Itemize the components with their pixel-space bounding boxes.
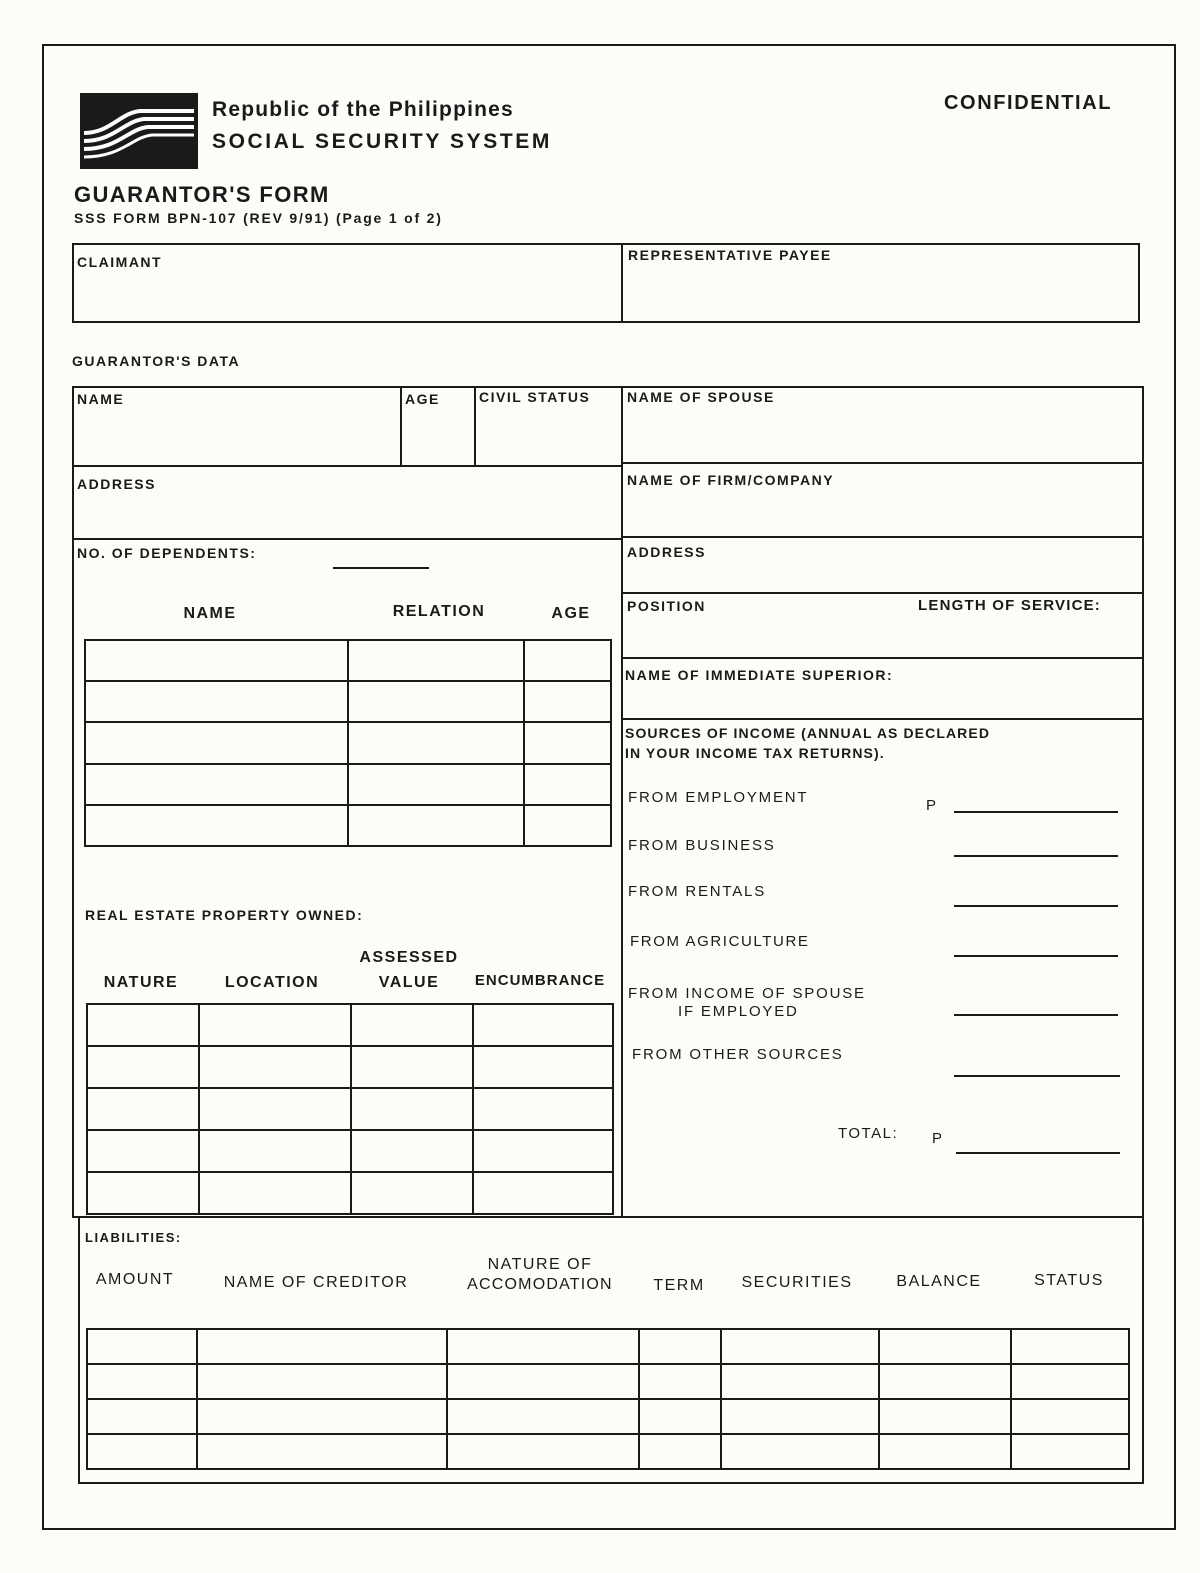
- liability-nature-cell[interactable]: [447, 1434, 639, 1469]
- income-other-label: FROM OTHER SOURCES: [632, 1046, 844, 1063]
- dependent-age-cell[interactable]: [524, 805, 611, 846]
- liability-term-cell[interactable]: [639, 1329, 721, 1364]
- dependent-age-cell[interactable]: [524, 764, 611, 805]
- property-nature-cell[interactable]: [87, 1004, 199, 1046]
- income-title-line1: SOURCES OF INCOME (ANNUAL AS DECLARED: [625, 725, 991, 741]
- guarantor-section-title: GUARANTOR'S DATA: [72, 353, 241, 369]
- republic-heading: Republic of the Philippines: [212, 98, 514, 121]
- property-encumbrance-cell[interactable]: [473, 1046, 613, 1088]
- dependent-relation-cell[interactable]: [348, 764, 524, 805]
- property-encumbrance-cell[interactable]: [473, 1130, 613, 1172]
- dependent-name-cell[interactable]: [85, 764, 348, 805]
- property-value-cell[interactable]: [351, 1046, 473, 1088]
- property-encumbrance-cell[interactable]: [473, 1172, 613, 1214]
- liability-balance-cell[interactable]: [879, 1434, 1011, 1469]
- form-title: GUARANTOR'S FORM: [74, 182, 330, 207]
- property-nature-cell[interactable]: [87, 1046, 199, 1088]
- income-business-label: FROM BUSINESS: [628, 837, 776, 854]
- liability-securities-cell[interactable]: [721, 1329, 879, 1364]
- table-row: [85, 722, 611, 763]
- liabilities-col-securities: SECURITIES: [741, 1274, 853, 1291]
- dependent-name-cell[interactable]: [85, 681, 348, 722]
- table-row: [87, 1329, 1129, 1364]
- liability-balance-cell[interactable]: [879, 1364, 1011, 1399]
- liabilities-col-accomodation: ACCOMODATION: [467, 1276, 613, 1293]
- payee-field[interactable]: [626, 268, 1136, 320]
- firm-address-field[interactable]: [625, 563, 1140, 590]
- spouse-row-bottom: [621, 462, 1144, 464]
- liabilities-title: LIABILITIES:: [85, 1230, 182, 1245]
- claimant-divider: [621, 243, 623, 323]
- property-encumbrance-cell[interactable]: [473, 1088, 613, 1130]
- liability-creditor-cell[interactable]: [197, 1329, 447, 1364]
- income-spouse-sublabel: IF EMPLOYED: [678, 1003, 799, 1020]
- table-row: [85, 805, 611, 846]
- liability-status-cell[interactable]: [1011, 1364, 1129, 1399]
- agency-heading: SOCIAL SECURITY SYSTEM: [212, 130, 552, 153]
- dependent-name-cell[interactable]: [85, 805, 348, 846]
- guarantor-center-divider: [621, 386, 623, 1218]
- total-peso-sign: P: [932, 1130, 944, 1147]
- property-value-cell[interactable]: [351, 1130, 473, 1172]
- civil-status-field[interactable]: [477, 410, 619, 462]
- age-divider: [400, 386, 402, 467]
- table-row: [85, 681, 611, 722]
- real-estate-col-value: VALUE: [378, 974, 440, 991]
- liability-creditor-cell[interactable]: [197, 1364, 447, 1399]
- dependents-table: [84, 639, 612, 847]
- property-nature-cell[interactable]: [87, 1088, 199, 1130]
- liability-balance-cell[interactable]: [879, 1329, 1011, 1364]
- liability-nature-cell[interactable]: [447, 1399, 639, 1434]
- name-label: NAME: [77, 391, 125, 407]
- sss-logo: [80, 93, 198, 169]
- liability-securities-cell[interactable]: [721, 1434, 879, 1469]
- table-row: [87, 1434, 1129, 1469]
- address-field[interactable]: [75, 496, 619, 536]
- real-estate-title: REAL ESTATE PROPERTY OWNED:: [85, 907, 364, 923]
- real-estate-col-assessed: ASSESSED: [359, 949, 459, 966]
- income-agriculture-line[interactable]: [954, 955, 1118, 957]
- payee-label: REPRESENTATIVE PAYEE: [628, 247, 832, 263]
- liabilities-col-nature: NATURE OF: [487, 1256, 593, 1273]
- firm-address-row-bottom: [621, 592, 1144, 594]
- liability-amount-cell[interactable]: [87, 1434, 197, 1469]
- dependent-relation-cell[interactable]: [348, 722, 524, 763]
- real-estate-col-location: LOCATION: [224, 974, 320, 991]
- liability-amount-cell[interactable]: [87, 1329, 197, 1364]
- liability-creditor-cell[interactable]: [197, 1399, 447, 1434]
- real-estate-col-encumbrance: ENCUMBRANCE: [474, 972, 606, 989]
- liability-term-cell[interactable]: [639, 1399, 721, 1434]
- liability-securities-cell[interactable]: [721, 1399, 879, 1434]
- dependent-name-cell[interactable]: [85, 640, 348, 681]
- length-of-service-label: LENGTH OF SERVICE:: [918, 597, 1102, 614]
- firm-label: NAME OF FIRM/COMPANY: [627, 472, 835, 488]
- liabilities-col-balance: BALANCE: [896, 1273, 982, 1290]
- property-encumbrance-cell[interactable]: [473, 1004, 613, 1046]
- liability-securities-cell[interactable]: [721, 1364, 879, 1399]
- form-code: SSS FORM BPN-107 (REV 9/91) (Page 1 of 2): [74, 210, 443, 226]
- name-row-bottom: [72, 465, 623, 467]
- income-agriculture-label: FROM AGRICULTURE: [630, 933, 810, 950]
- property-location-cell[interactable]: [199, 1004, 351, 1046]
- property-location-cell[interactable]: [199, 1088, 351, 1130]
- liability-status-cell[interactable]: [1011, 1399, 1129, 1434]
- table-row: [85, 764, 611, 805]
- table-row: [85, 640, 611, 681]
- firm-address-label: ADDRESS: [627, 544, 706, 560]
- superior-row-bottom: [621, 718, 1144, 720]
- liability-status-cell[interactable]: [1011, 1329, 1129, 1364]
- position-label: POSITION: [627, 598, 706, 614]
- table-row: [87, 1172, 613, 1214]
- dependent-age-cell[interactable]: [524, 640, 611, 681]
- liability-status-cell[interactable]: [1011, 1434, 1129, 1469]
- superior-label: NAME OF IMMEDIATE SUPERIOR:: [625, 667, 894, 683]
- claimant-label: CLAIMANT: [77, 254, 163, 270]
- income-total-line[interactable]: [956, 1152, 1120, 1154]
- liability-amount-cell[interactable]: [87, 1399, 197, 1434]
- liability-balance-cell[interactable]: [879, 1399, 1011, 1434]
- property-value-cell[interactable]: [351, 1004, 473, 1046]
- dependents-col-age: AGE: [551, 605, 591, 622]
- liabilities-col-status: STATUS: [1034, 1272, 1104, 1289]
- liability-amount-cell[interactable]: [87, 1364, 197, 1399]
- table-row: [87, 1130, 613, 1172]
- income-spouse-line[interactable]: [954, 1014, 1118, 1016]
- liabilities-col-amount: AMOUNT: [95, 1271, 175, 1288]
- spouse-field[interactable]: [625, 410, 1140, 460]
- address-label: ADDRESS: [77, 476, 156, 492]
- table-row: [87, 1364, 1129, 1399]
- position-field[interactable]: [625, 618, 1140, 655]
- table-row: [87, 1004, 613, 1046]
- property-nature-cell[interactable]: [87, 1172, 199, 1214]
- dependent-relation-cell[interactable]: [348, 805, 524, 846]
- dependent-age-cell[interactable]: [524, 681, 611, 722]
- civil-status-label: CIVIL STATUS: [479, 389, 591, 405]
- liability-nature-cell[interactable]: [447, 1329, 639, 1364]
- spouse-label: NAME OF SPOUSE: [627, 389, 775, 405]
- age-field[interactable]: [403, 410, 471, 462]
- property-value-cell[interactable]: [351, 1172, 473, 1214]
- property-value-cell[interactable]: [351, 1088, 473, 1130]
- income-employment-label: FROM EMPLOYMENT: [628, 789, 809, 806]
- income-other-line[interactable]: [954, 1075, 1120, 1077]
- liability-term-cell[interactable]: [639, 1434, 721, 1469]
- income-total-label: TOTAL:: [838, 1125, 899, 1142]
- liability-creditor-cell[interactable]: [197, 1434, 447, 1469]
- property-location-cell[interactable]: [199, 1172, 351, 1214]
- address-row-bottom: [72, 538, 623, 540]
- table-row: [87, 1399, 1129, 1434]
- civil-status-divider: [474, 386, 476, 467]
- income-rentals-line[interactable]: [954, 905, 1118, 907]
- income-business-line[interactable]: [954, 855, 1118, 857]
- firm-field[interactable]: [625, 492, 1140, 534]
- liability-nature-cell[interactable]: [447, 1364, 639, 1399]
- dependents-label: NO. OF DEPENDENTS:: [77, 545, 257, 561]
- firm-row-bottom: [621, 536, 1144, 538]
- income-title-line2: IN YOUR INCOME TAX RETURNS).: [625, 745, 885, 761]
- liabilities-col-creditor: NAME OF CREDITOR: [223, 1274, 409, 1291]
- table-row: [87, 1088, 613, 1130]
- age-label: AGE: [405, 391, 440, 407]
- liability-term-cell[interactable]: [639, 1364, 721, 1399]
- name-field[interactable]: [75, 410, 397, 462]
- dependent-name-cell[interactable]: [85, 722, 348, 763]
- peso-sign: P: [926, 797, 938, 814]
- position-row-bottom: [621, 657, 1144, 659]
- liabilities-col-term: TERM: [653, 1277, 705, 1294]
- income-employment-line[interactable]: [954, 811, 1118, 813]
- dependents-col-name: NAME: [183, 605, 237, 622]
- income-spouse-label: FROM INCOME OF SPOUSE: [628, 985, 866, 1002]
- dependent-relation-cell[interactable]: [348, 681, 524, 722]
- table-row: [87, 1046, 613, 1088]
- property-nature-cell[interactable]: [87, 1130, 199, 1172]
- property-location-cell[interactable]: [199, 1130, 351, 1172]
- dependent-age-cell[interactable]: [524, 722, 611, 763]
- property-location-cell[interactable]: [199, 1046, 351, 1088]
- dependent-relation-cell[interactable]: [348, 640, 524, 681]
- income-rentals-label: FROM RENTALS: [628, 883, 766, 900]
- real-estate-table: [86, 1003, 614, 1215]
- real-estate-col-nature: NATURE: [103, 974, 179, 991]
- superior-field[interactable]: [625, 688, 1140, 716]
- liabilities-table: [86, 1328, 1130, 1470]
- dependents-count-line[interactable]: [333, 567, 429, 569]
- dependents-col-relation: RELATION: [392, 603, 486, 620]
- claimant-field[interactable]: [75, 272, 617, 320]
- confidential-label: CONFIDENTIAL: [944, 92, 1113, 114]
